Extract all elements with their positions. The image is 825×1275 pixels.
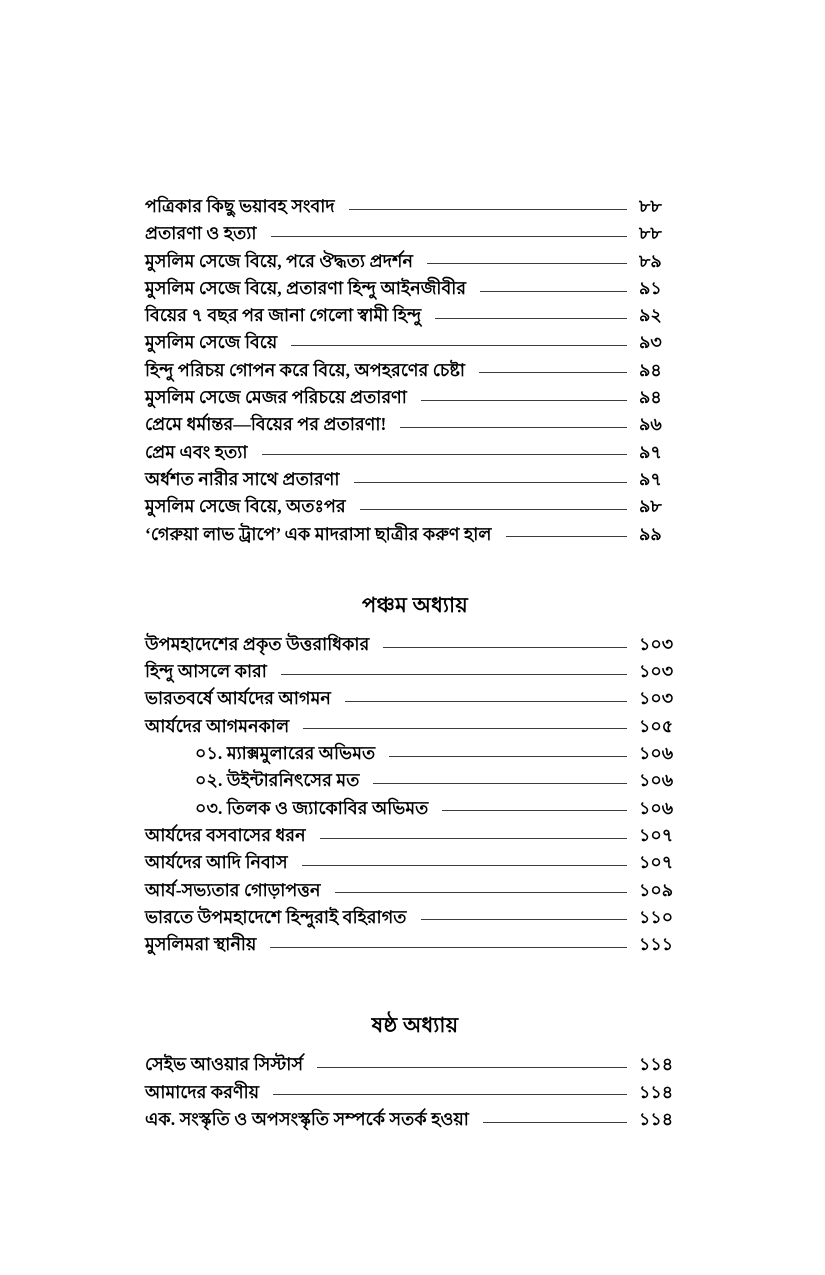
toc-leader-line <box>373 783 627 784</box>
toc-leader-line <box>335 892 627 893</box>
toc-leader-line <box>317 1067 627 1068</box>
toc-entry[interactable] <box>145 468 685 498</box>
toc-entry-label: মুসলিম সেজে বিয়ে, প্রতারণা হিন্দু আইনজীবীর <box>145 277 467 298</box>
toc-page-number: ১০৬ <box>639 743 674 764</box>
toc-entry-label: এক. সংস্কৃতি ও অপসংস্কৃতি সম্পর্কে সতর্ক হওয়া <box>145 1109 469 1130</box>
toc-entry-label: ভারতে উপমহাদেশে হিন্দুরাই বহিরাগত <box>145 906 407 927</box>
toc-leader-line <box>281 674 627 675</box>
toc-page-number: ১০৭ <box>639 824 674 845</box>
toc-leader-line <box>389 756 627 757</box>
toc-page-number: ১১৪ <box>639 1081 674 1102</box>
toc-entry-label: আর্যদের বসবাসের ধরন <box>145 824 306 845</box>
toc-entry-label: মুসলিম সেজে বিয়ে, অতঃপর <box>145 496 346 517</box>
toc-entry-label: সেইভ আওয়ার সিস্টার্স <box>145 1054 304 1075</box>
toc-entry[interactable] <box>145 198 685 225</box>
toc-entry[interactable] <box>145 416 685 443</box>
toc-leader-line <box>506 536 627 537</box>
toc-page-number: ১০৭ <box>639 852 674 873</box>
toc-leader-line <box>421 919 627 920</box>
toc-page-number: ৮৮ <box>639 196 662 216</box>
toc-entry[interactable] <box>145 936 685 963</box>
toc-leader-line <box>320 838 627 839</box>
section-spacer <box>145 963 685 1009</box>
toc-entry[interactable] <box>145 663 685 690</box>
toc-page-number: ৮৮ <box>639 223 662 244</box>
toc-entry-label: মুসলিম সেজে বিয়ে <box>145 332 278 353</box>
toc-entry[interactable] <box>145 824 685 854</box>
toc-page-number: ১০৫ <box>639 715 674 736</box>
toc-page-number: ১১৪ <box>639 1054 674 1075</box>
toc-leader-line <box>270 947 627 948</box>
toc-entry[interactable] <box>145 389 685 416</box>
toc-entry[interactable] <box>145 1081 685 1111</box>
toc-page-number: ১১১ <box>639 934 674 955</box>
toc-page-number: ৯৩ <box>639 332 662 353</box>
toc-entry[interactable] <box>145 633 685 663</box>
toc-entry[interactable] <box>145 797 685 827</box>
toc-leader-line <box>479 372 627 373</box>
toc-entry-label: আমাদের করণীয় <box>145 1081 260 1102</box>
toc-leader-line <box>483 1122 627 1123</box>
toc-page-number: ১০৩ <box>639 661 674 682</box>
toc-entry-label: প্রতারণা ও হত্যা <box>145 223 257 244</box>
toc-entry-label: উপমহাদেশের প্রকৃত উত্তরাধিকার <box>145 633 370 654</box>
toc-entry[interactable] <box>145 441 685 471</box>
toc-leader-line <box>302 865 627 866</box>
toc-entry-label: প্রেমে ধর্মান্তর—বিয়ের পর প্রতারণা! <box>145 414 387 435</box>
toc-entry-label: মুসলিম সেজে বিয়ে, পরে ঔদ্ধত্য প্রদর্শন <box>145 250 414 271</box>
toc-entry[interactable] <box>145 359 685 389</box>
toc-entry[interactable] <box>145 906 685 936</box>
toc-page-number: ১০৩ <box>639 633 674 654</box>
toc-leader-line <box>303 728 627 729</box>
toc-page-number: ৯৮ <box>639 496 662 517</box>
toc-entry[interactable] <box>145 277 685 307</box>
toc-entry[interactable] <box>145 772 685 799</box>
toc-leader-line <box>291 345 627 346</box>
toc-entry-label: হিন্দু পরিচয় গোপন করে বিয়ে, অপহরণের চেষ্টা <box>145 359 466 380</box>
toc-page-number: ১০৩ <box>639 688 674 709</box>
toc-page-number: ১১০ <box>639 906 674 927</box>
toc-leader-line <box>400 427 627 428</box>
toc-leader-line <box>273 1094 627 1095</box>
toc-leader-line <box>427 263 627 264</box>
toc-entry-label: ‘গেরুয়া লাভ ট্রাপে’ এক মাদরাসা ছাত্রীর করুণ হাল <box>145 523 492 544</box>
toc-page-number: ১১৪ <box>639 1109 674 1130</box>
toc-leader-line <box>421 400 627 401</box>
toc-leader-line <box>262 454 628 455</box>
toc-entry[interactable] <box>145 690 685 717</box>
toc-page-number: ৯৪ <box>639 359 662 380</box>
toc-entry[interactable] <box>145 307 685 334</box>
toc-entry-label: ভারতবর্ষে আর্যদের আগমন <box>145 688 331 709</box>
toc-leader-line <box>442 810 627 811</box>
toc-entry[interactable] <box>145 1111 685 1138</box>
toc-entry-label: অর্ধশত নারীর সাথে প্রতারণা <box>145 468 340 489</box>
toc-entry[interactable] <box>145 854 685 881</box>
toc-entry-label: মুসলিম সেজে মেজর পরিচয়ে প্রতারণা <box>145 387 407 408</box>
toc-page-number: ৯৪ <box>639 387 662 408</box>
toc-page-number: ৯১ <box>639 277 662 298</box>
toc-entry-label: ০১. ম্যাক্সমুলারের অভিমত <box>195 743 376 764</box>
toc-page-number: ৯৭ <box>639 441 662 462</box>
toc-leader-line <box>345 701 627 702</box>
chapter-heading: পঞ্চম অধ্যায় <box>361 592 469 617</box>
toc-entry[interactable] <box>145 498 685 525</box>
toc-leader-line <box>383 647 627 648</box>
toc-page-number: ১০৬ <box>639 797 674 818</box>
toc-entry[interactable] <box>145 745 685 772</box>
toc-entry[interactable] <box>145 715 685 745</box>
toc-page-number: ৮৯ <box>639 250 662 271</box>
toc-page-number: ৯৯ <box>639 523 662 544</box>
toc-leader-line <box>354 482 627 483</box>
section-spacer <box>145 553 685 589</box>
toc-entry-label: বিয়ের ৭ বছর পর জানা গেলো স্বামী হিন্দু <box>145 305 422 326</box>
toc-page-number: ৯৭ <box>639 468 662 489</box>
toc-entry[interactable] <box>145 879 685 909</box>
toc-entry[interactable] <box>145 523 685 553</box>
toc-leader-line <box>360 509 627 510</box>
toc-leader-line <box>435 318 627 319</box>
toc-leader-line <box>271 236 627 237</box>
toc-leader-line <box>480 291 627 292</box>
toc-entry[interactable] <box>145 250 685 280</box>
toc-page-number: ৯৬ <box>639 414 662 435</box>
toc-leader-line <box>349 209 627 210</box>
table-of-contents <box>145 198 685 1138</box>
toc-entry-label: প্রেম এবং হত্যা <box>145 441 248 462</box>
toc-entry-label: পত্রিকার কিছু ভয়াবহ সংবাদ <box>145 196 335 216</box>
toc-page-number: ১০৯ <box>639 879 674 900</box>
toc-entry-label: ০৩. তিলক ও জ্যাকোবির অভিমত <box>195 797 429 818</box>
toc-entry[interactable] <box>145 334 685 361</box>
toc-entry-label: মুসলিমরা স্থানীয় <box>145 934 257 955</box>
toc-entry-label: ০২. উইন্টারনিৎসের মত <box>195 770 360 791</box>
toc-entry-label: আর্যদের আগমনকাল <box>145 715 290 736</box>
toc-entry-label: আর্য-সভ্যতার গোড়াপত্তন <box>145 879 321 900</box>
toc-page-number: ৯২ <box>639 305 662 326</box>
toc-entry-label: হিন্দু আসলে কারা <box>145 661 267 682</box>
toc-entry[interactable] <box>145 1056 685 1083</box>
toc-page-number: ১০৬ <box>639 770 674 791</box>
toc-entry-label: আর্যদের আদি নিবাস <box>145 852 288 873</box>
chapter-heading: ষষ্ঠ অধ্যায় <box>371 1013 459 1038</box>
toc-entry[interactable] <box>145 225 685 252</box>
